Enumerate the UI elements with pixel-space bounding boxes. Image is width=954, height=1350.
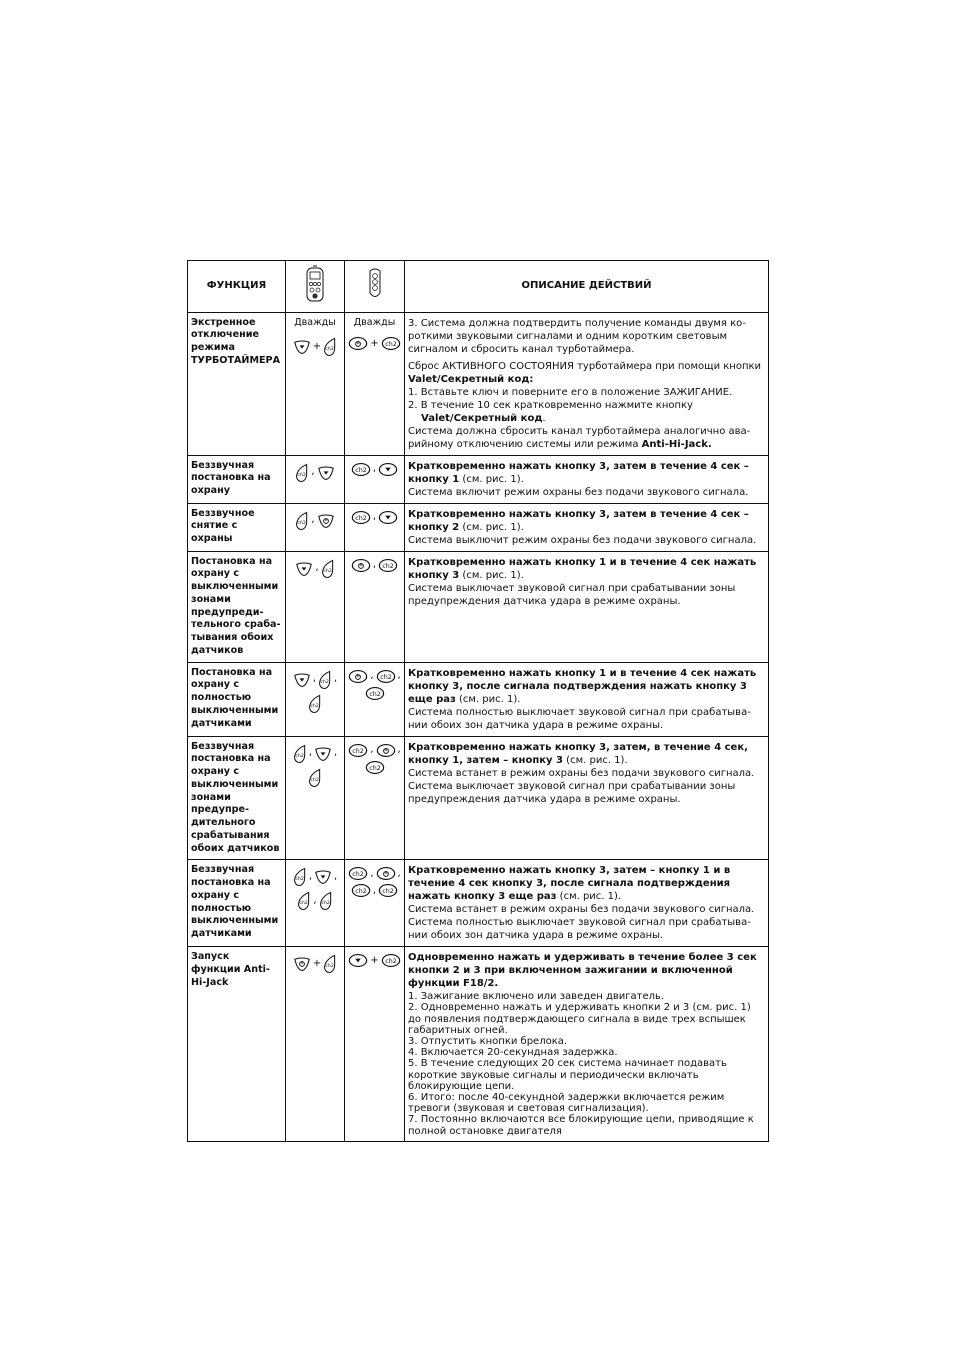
- functions-table: [187, 260, 769, 1142]
- twice-label: Дважды: [294, 316, 336, 328]
- remote2-keys: , ,: [345, 662, 405, 736]
- button-3-icon: [321, 558, 335, 580]
- button-1-icon: [293, 339, 311, 355]
- button-1-icon: [348, 953, 368, 968]
- function-name: Беззвучное снятие с охраны: [188, 503, 286, 551]
- list-item: 6. Итого: после 40-секундной задержки включается режим тревоги (звуковая и световая сигнализация).: [408, 1091, 725, 1115]
- button-3-icon: [323, 953, 337, 975]
- remote2-keys: Дважды +: [345, 312, 405, 455]
- button-3-icon: [308, 693, 322, 715]
- description: Одновременно нажать и удерживать в течение более 3 сек кнопки 2 и 3 при включенном зажигании и включенной функции F18/2. 1. Зажигание включено или заведен двигатель. 2. Одновременно нажать и удерживать кнопки 2 и 3 (см. рис. 1) до появления подтверждающего сигнала в виде трех вспышек габаритных огней. 3. Отпустить кнопки брелока. 4. Включается 20-секундная задержка. 5. В течение следующих 20 сек система начинает подавать короткие звуковые сигналы и периодически включать блокирующие цепи. 6. Итого: после 40-секундной задержки включается режим тревоги (звуковая и световая сигнализация). 7. Постоянно включаются все блокирующие цепи, приводящие к полной остановке двигателя: [405, 947, 769, 1141]
- remote-lcd-column-header: [286, 261, 345, 313]
- table-row: [188, 947, 769, 1141]
- list-item: 1. Зажигание включено или заведен двигатель.: [408, 991, 665, 1003]
- button-ch2-icon: [378, 883, 398, 898]
- button-1-icon: [378, 510, 398, 525]
- button-1-icon: [295, 561, 313, 577]
- remote1-keys: , ,: [286, 736, 345, 860]
- button-2-icon: [348, 336, 368, 351]
- button-ch2-icon: [365, 686, 385, 701]
- description: Кратковременно нажать кнопку 3, затем – кнопку 1 и в течение 4 сек кнопку 3, после сигнала подтверждения нажать кнопку 3 еще раз (см. рис. 1). Система встанет в режим охраны без подачи звукового сигнала. Система полностью выключает звуковой сигнал при срабатыва-нии обоих зон датчика удара в режиме охраны.: [405, 860, 769, 947]
- button-3-icon: [319, 890, 333, 912]
- remote-lcd-icon: [304, 265, 326, 303]
- button-ch2-icon: [378, 558, 398, 573]
- button-2-icon: [376, 743, 396, 758]
- button-ch2-icon: [348, 866, 368, 881]
- button-ch2-icon: [381, 336, 401, 351]
- button-3-icon: [295, 510, 309, 532]
- button-3-icon: [295, 462, 309, 484]
- function-name: Запуск функции Anti-Hi-Jack: [188, 947, 286, 1141]
- function-name: Беззвучная постановка на охрану с полностью выключенными датчиками: [188, 860, 286, 947]
- remote1-keys: Дважды +: [286, 312, 345, 455]
- remote-small-icon: [367, 267, 383, 301]
- button-1-icon: [314, 746, 332, 762]
- table-row: [188, 736, 769, 860]
- description: Кратковременно нажать кнопку 3, затем в течение 4 сек – кнопку 1 (см. рис. 1). Система включит режим охраны без подачи звукового сигнала.: [405, 455, 769, 503]
- button-ch2-icon: [376, 669, 396, 684]
- table-header-row: [188, 261, 769, 313]
- function-name: Беззвучная постановка на охрану: [188, 455, 286, 503]
- remote-small-column-header: [345, 261, 405, 313]
- remote1-keys: ,: [286, 503, 345, 551]
- button-2-icon: [348, 669, 368, 684]
- description: Кратковременно нажать кнопку 1 и в течение 4 сек нажать кнопку 3 (см. рис. 1). Система выключает звуковой сигнал при срабатывании зоны предупреждения датчика удара в режиме охраны.: [405, 551, 769, 662]
- remote1-keys: , , ,: [286, 860, 345, 947]
- function-name: Экстренное отключение режима ТУРБОТАЙМЕРА: [188, 312, 286, 455]
- function-name: Беззвучная постановка на охрану с выключенными зонами предупре-дительного срабатывания обоих датчиков: [188, 736, 286, 860]
- button-1-icon: [314, 869, 332, 885]
- button-ch2-icon: [365, 760, 385, 775]
- description-column-header: ОПИСАНИЕ ДЕЙСТВИЙ: [405, 261, 769, 313]
- button-2-icon: [317, 513, 335, 529]
- button-ch2-icon: [351, 462, 371, 477]
- button-2-icon: [376, 866, 396, 881]
- button-ch2-icon: [351, 510, 371, 525]
- table-row: [188, 860, 769, 947]
- button-1-icon: [317, 465, 335, 481]
- button-3-icon: [323, 336, 337, 358]
- description: Кратковременно нажать кнопку 3, затем, в течение 4 сек, кнопку 1, затем – кнопку 3 (см. рис. 1). Система встанет в режим охраны без подачи звукового сигнала. Система выключает звуковой сигнал при срабатывании зоны предупреждения датчика удара в режиме охраны.: [405, 736, 769, 860]
- table-row: [188, 551, 769, 662]
- function-column-header: ФУНКЦИЯ: [188, 261, 286, 313]
- remote1-keys: ,: [286, 455, 345, 503]
- remote2-keys: +: [345, 947, 405, 1141]
- list-item: 4. Включается 20-секундная задержка.: [408, 1047, 618, 1059]
- list-item: 5. В течение следующих 20 сек система начинает подавать короткие звуковые сигналы и периодически включать блокирующие цепи.: [408, 1058, 727, 1092]
- button-ch2-icon: [351, 883, 371, 898]
- remote2-keys: ,: [345, 551, 405, 662]
- remote1-keys: ,: [286, 551, 345, 662]
- list-item: 7. Постоянно включаются все блокирующие цепи, приводящие к полной остановке двигателя: [408, 1114, 754, 1137]
- button-1-icon: [378, 462, 398, 477]
- button-1-icon: [293, 672, 311, 688]
- button-2-icon: [293, 956, 311, 972]
- table-row: [188, 503, 769, 551]
- table-row: [188, 312, 769, 455]
- description: Кратковременно нажать кнопку 3, затем в течение 4 сек – кнопку 2 (см. рис. 1). Система выключит режим охраны без подачи звукового сигнала.: [405, 503, 769, 551]
- button-3-icon: [297, 890, 311, 912]
- remote2-keys: ,: [345, 503, 405, 551]
- button-ch2-icon: [348, 743, 368, 758]
- description: Кратковременно нажать кнопку 1 и в течение 4 сек нажать кнопку 3, после сигнала подтверждения нажать кнопку 3 еще раз (см. рис. 1). Система полностью выключает звуковой сигнал при срабатыва-нии обоих зон датчика удара в режиме охраны.: [405, 662, 769, 736]
- button-3-icon: [318, 669, 332, 691]
- table-row: [188, 662, 769, 736]
- button-3-icon: [293, 743, 307, 765]
- remote1-keys: +: [286, 947, 345, 1141]
- remote1-keys: , ,: [286, 662, 345, 736]
- remote2-keys: ,: [345, 455, 405, 503]
- remote2-keys: , , ,: [345, 860, 405, 947]
- description: 3. Система должна подтвердить получение команды двумя ко-роткими звуковыми сигналами и одним коротким световым сигналом и сбросить канал турботаймера. Сброс АКТИВНОГО СОСТОЯНИЯ турботаймера при помощи кнопки Valet/Секретный код: 1. Вставьте ключ и поверните его в положение ЗАЖИГАНИЕ. 2. В течение 10 сек кратковременно нажмите кнопку Valet/Секретный код. Система должна сбросить канал турботаймера аналогично ава-рийному отключению системы или режима Anti-Hi-Jack.: [405, 312, 769, 455]
- function-name: Постановка на охрану с полностью выключенными датчиками: [188, 662, 286, 736]
- button-3-icon: [308, 767, 322, 789]
- list-item: 3. Отпустить кнопки брелока.: [408, 1036, 568, 1047]
- table-row: [188, 455, 769, 503]
- function-name: Постановка на охрану с выключенными зонами предупреди-тельного сраба-тывания обоих датчиков: [188, 551, 286, 662]
- button-2-icon: [351, 558, 371, 573]
- twice-label: Дважды: [353, 316, 396, 328]
- list-item: 2. Одновременно нажать и удерживать кнопки 2 и 3 (см. рис. 1) до появления подтверждающего сигнала в виде трех вспышек габаритных огней.: [408, 1002, 751, 1036]
- button-ch2-icon: [381, 953, 401, 968]
- remote2-keys: , ,: [345, 736, 405, 860]
- button-3-icon: [293, 866, 307, 888]
